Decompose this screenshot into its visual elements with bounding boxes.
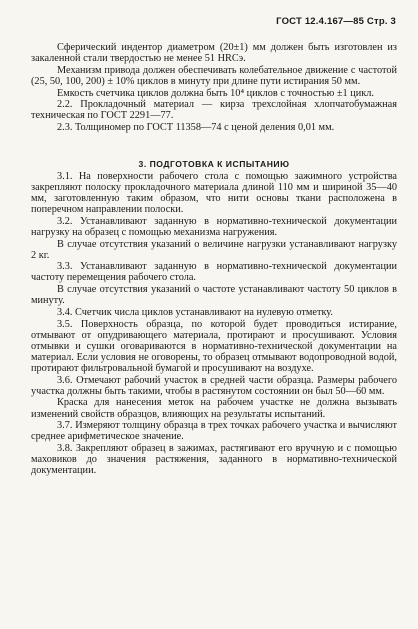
paragraph: 3.4. Счетчик числа циклов устанавливают на нулевую отметку. <box>57 306 333 318</box>
paragraph: 2.3. Толщиномер по ГОСТ 11358—74 с ценой деления 0,01 мм. <box>57 122 335 134</box>
paragraph: 3.5. Поверхность образца, по которой будет проводиться истирание, отмывают от опудривающего материала, протирают и просушивают. Условия отмывки и сушки оговариваются в нормативно-технической документации на материал. Если условия не оговорены, то образец отмывают водопроводной водой, протирают фильтровальной бумагой и просушивают на воздухе. <box>31 318 397 374</box>
paragraph: Сферический индентор диаметром (20±1) мм должен быть изготовлен из закаленной стали твердостью не менее 51 HRCэ. <box>31 42 397 65</box>
paragraph: Емкость счетчика циклов должна быть 10⁴ циклов с точностью ±1 цикл. <box>57 87 374 99</box>
paragraph: 3.2. Устанавливают заданную в нормативно-технической документации нагрузку на образец с помощью механизма нагружения. <box>31 215 397 238</box>
paragraph: В случае отсутствия указаний о величине нагрузки устанавливают нагрузку 2 кг. <box>31 238 397 261</box>
paragraph: 2.2. Прокладочный материал — кирза трехслойная хлопчатобумажная техническая по ГОСТ 2291—77. <box>31 99 397 122</box>
paragraph: 3.7. Измеряют толщину образца в трех точках рабочего участка и вычисляют среднее арифметическое значение. <box>31 420 397 443</box>
document-body <box>31 42 397 476</box>
paragraph: 3.3. Устанавливают заданную в нормативно-технической документации частоту перемещения рабочего стола. <box>31 261 397 284</box>
paragraph: Механизм привода должен обеспечивать колебательное движение с частотой (25, 50, 100, 200) ± 10% циклов в минуту при длине пути истирания 50 мм. <box>31 64 397 87</box>
section-title: 3. ПОДГОТОВКА К ИСПЫТАНИЮ <box>138 159 290 170</box>
page-header: ГОСТ 12.4.167—85 Стр. 3 <box>276 16 396 27</box>
paragraph: Краска для нанесения меток на рабочем участке не должна вызывать изменений свойств образцов, влияющих на результаты испытаний. <box>31 397 397 420</box>
paragraph: 3.6. Отмечают рабочий участок в средней части образца. Размеры рабочего участка должны быть такими, чтобы в растянутом состоянии он был 50—60 мм. <box>31 374 397 397</box>
paragraph: 3.1. На поверхности рабочего стола с помощью зажимного устройства закрепляют полоску прокладочного материала длиной 110 мм и шириной 35—40 мм, заготовленную таким образом, что нити основы ткани расположена в поперечном направлении полоски. <box>31 170 397 216</box>
paragraph: 3.8. Закрепляют образец в зажимах, растягивают его вручную и с помощью маховиков до значения растяжения, заданного в нормативно-технической документации. <box>31 443 397 477</box>
paragraph: В случае отсутствия указаний о частоте устанавливают частоту 50 циклов в минуту. <box>31 284 397 307</box>
